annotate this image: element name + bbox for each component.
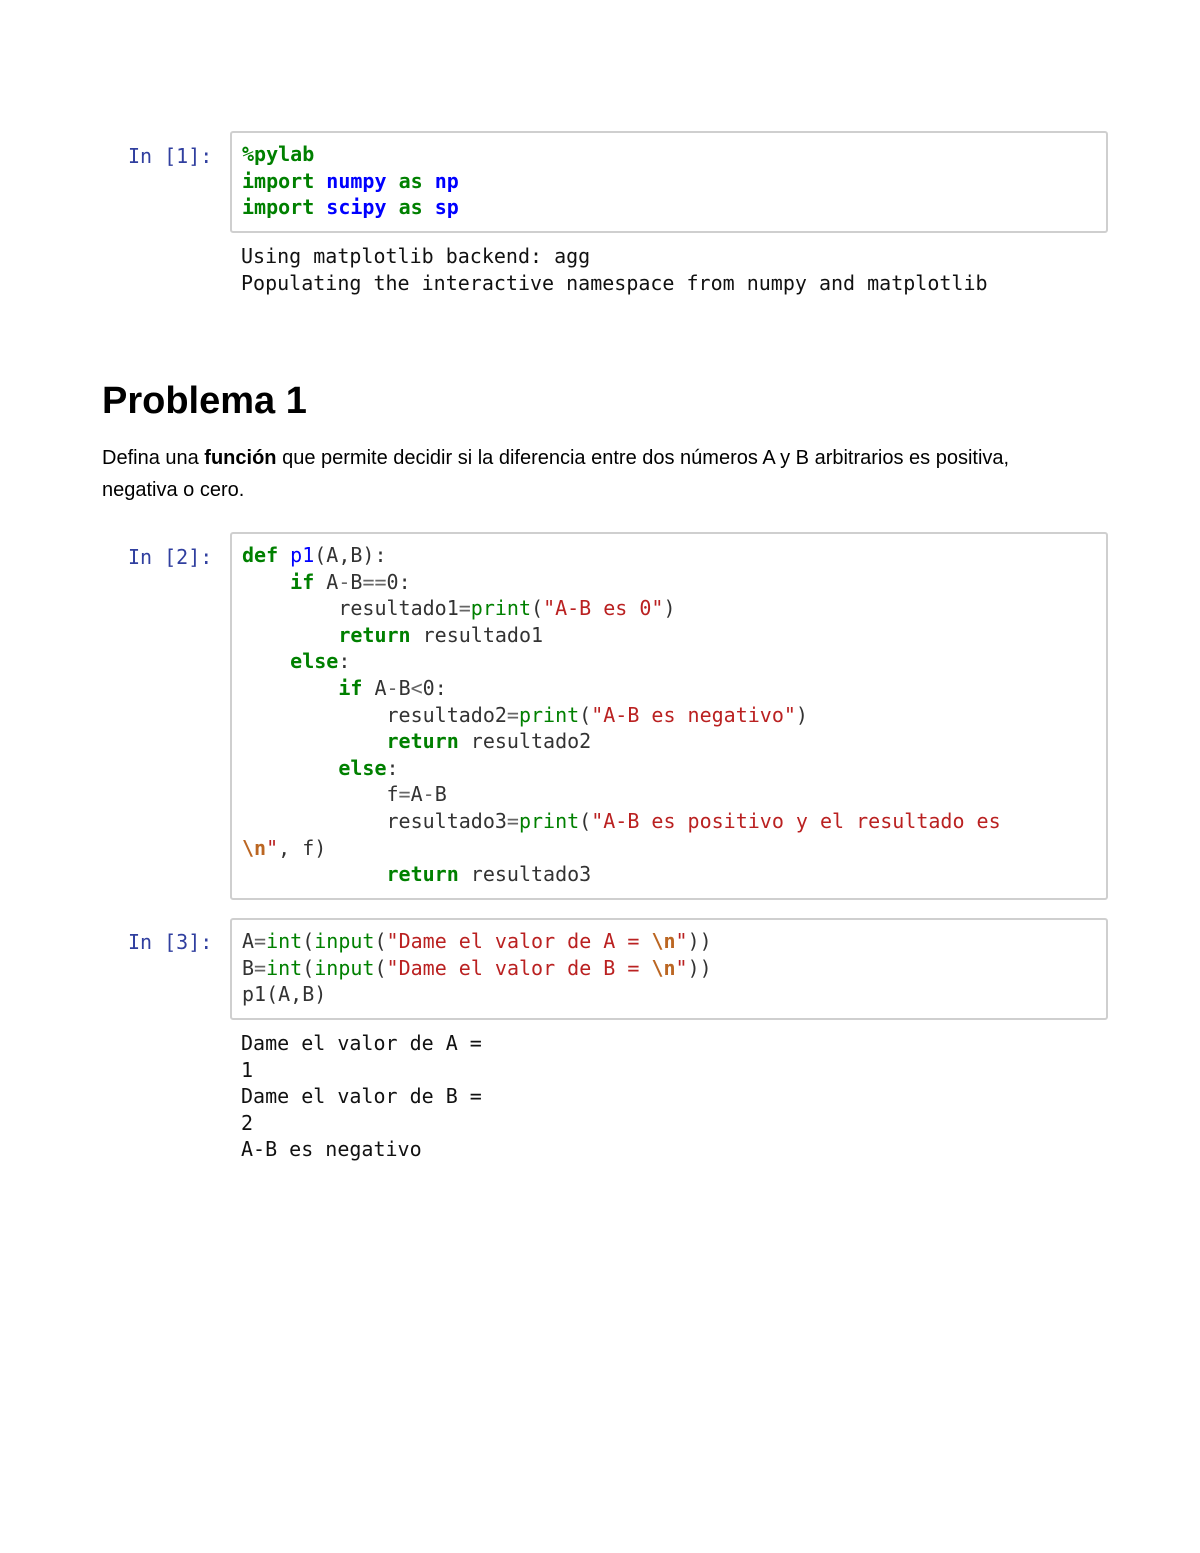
code-line: if A-B==0: (290, 569, 411, 594)
code-line: if A-B<0: (338, 675, 447, 700)
cell-output: Dame el valor de A = 1 Dame el valor de B = 2 A-B es negativo (241, 1031, 482, 1162)
code-line-group (242, 542, 1096, 888)
code-line: f=A-B (242, 782, 447, 807)
code-line: %pylab (242, 142, 315, 166)
code-line: B=int(input("Dame el valor de B = \n")) (242, 955, 712, 980)
code-editor[interactable] (230, 131, 1108, 233)
code-line-group (242, 141, 1096, 221)
code-line: def p1(A,B): (242, 543, 387, 567)
code-line: else: (290, 649, 351, 674)
cell-output: Using matplotlib backend: agg Populating the interactive namespace from numpy and matplotlib (241, 244, 988, 295)
code-line: resultado1=print("A-B es 0") (242, 596, 676, 621)
code-line: \n", f) (242, 835, 327, 860)
paragraph-text: Defina una (102, 447, 205, 469)
code-line: return resultado2 (386, 729, 592, 754)
paragraph-bold-text: función (204, 447, 277, 469)
code-line: A=int(input("Dame el valor de A = \n")) (242, 929, 712, 953)
code-line: p1(A,B) (242, 982, 327, 1007)
code-line: return resultado3 (386, 862, 592, 887)
heading-problema-1: Problema 1 (102, 380, 307, 422)
code-line: return resultado1 (338, 622, 544, 647)
cell-prompt: In [3]: (128, 930, 213, 954)
code-line: import numpy as np (242, 168, 459, 193)
code-line: else: (338, 755, 399, 780)
code-line: resultado2=print("A-B es negativo") (242, 702, 808, 727)
paragraph-text: que permite decidir si la diferencia entre dos números A y B arbitrarios es positiva, negativa o cero. (102, 447, 1010, 501)
cell-prompt: In [2]: (128, 545, 213, 569)
cell-prompt: In [1]: (128, 144, 213, 168)
markdown-paragraph (102, 442, 1062, 506)
code-line-group (242, 928, 1096, 1008)
code-line: resultado3=print("A-B es positivo y el resultado es (242, 808, 1001, 833)
code-editor[interactable] (230, 532, 1108, 900)
code-line: import scipy as sp (242, 195, 459, 220)
code-editor[interactable] (230, 918, 1108, 1020)
